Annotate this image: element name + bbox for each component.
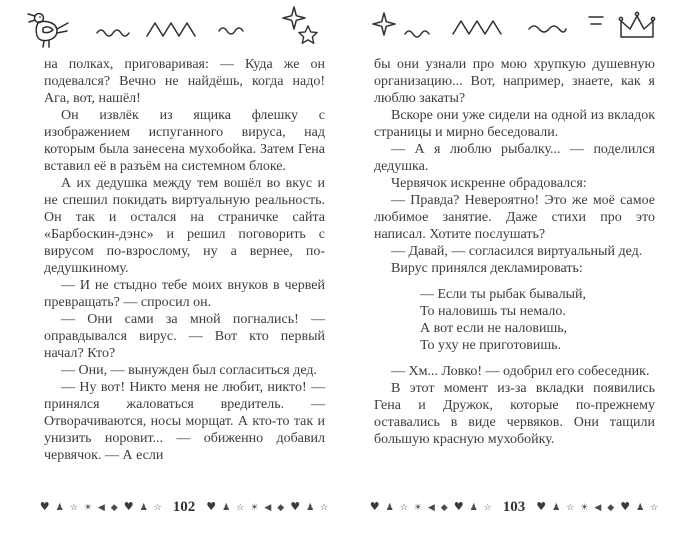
zigzag-icon [146, 20, 202, 38]
star-icon: ☆ [236, 503, 245, 513]
poem-line: А вот если не наловишь, [420, 321, 568, 336]
sun-icon: ☀ [580, 503, 589, 513]
triangle-icon: ◀ [594, 503, 602, 513]
wave-icon [528, 22, 568, 34]
page-number: 103 [502, 499, 526, 515]
heart-icon: ♥ [369, 500, 380, 513]
paragraph: Вскоре они уже сидели на одной из вкладок страницы и мирно беседовали. [374, 108, 655, 140]
pawn-icon: ♟ [222, 503, 231, 513]
paragraph: — Ну вот! Никто меня не любит, никто! — принялся жаловаться вредитель. — Отворачиваются, носы морщат. А кто-то так и унизить норовит... — обиженно добавил червячок. — А если [44, 380, 325, 463]
triangle-icon: ◀ [264, 503, 272, 513]
right-page-footer [364, 497, 664, 517]
heart-icon: ♥ [206, 500, 217, 513]
paragraph: — Давай, — согласился виртуальный дед. [391, 244, 643, 259]
pawn-icon: ♟ [306, 503, 315, 513]
star-icon: ☆ [69, 503, 78, 513]
paragraph: А их дедушка между тем вошёл во вкус и не спешил покидать виртуальную реальность. Он так и остался на страничке сайта «Барбоскин-дэнс» и решил поговорить с вирусом по-взрослому, ну а вернее, по-дедушкиному. [44, 176, 325, 276]
star-icon: ☆ [650, 503, 659, 513]
paragraph: — Правда? Невероятно! Это же моё самое любимое занятие. Даже стихи про это написал. Хотите послушать? [374, 193, 655, 242]
dashes-icon [588, 14, 606, 28]
right-page [374, 56, 655, 448]
poem-line: То наловишь ты немало. [420, 304, 566, 319]
heart-icon: ♥ [39, 500, 50, 513]
pawn-icon: ♟ [55, 503, 64, 513]
star-icon: ☆ [320, 503, 329, 513]
star-icon: ☆ [483, 503, 492, 513]
bird-doodle-icon [26, 10, 70, 48]
pawn-icon: ♟ [552, 503, 561, 513]
pawn-icon: ♟ [139, 503, 148, 513]
paragraph: — А я люблю рыбалку... — поделился дедушка. [374, 142, 655, 174]
paragraph: — Хм... Ловко! — одобрил его собеседник. [391, 364, 650, 379]
diamond-icon: ◆ [277, 503, 285, 513]
paragraph: — Они сами за мной погнались! — оправдывался вирус. — Вот кто первый начал? Кто? [44, 312, 325, 361]
paragraph: — Они, — вынужден был согласиться дед. [61, 363, 318, 378]
crown-icon [616, 10, 658, 42]
sun-icon: ☀ [250, 503, 259, 513]
pawn-icon: ♟ [636, 503, 645, 513]
footer-icon-row [37, 497, 165, 517]
page-number: 102 [172, 499, 196, 515]
paragraph: Червячок искренне обрадовался: [391, 176, 587, 191]
star-icon: ☆ [153, 503, 162, 513]
paragraph: — И не стыдно тебе моих внуков в червей превращать? — спросил он. [44, 278, 325, 310]
squiggle-icon [96, 26, 132, 38]
paragraph: В этот момент из-за вкладки появились Гена и Дружок, которые по-прежнему оставались в виде червяков. Они тащили большую красную мухобойку. [374, 381, 655, 447]
diamond-icon: ◆ [110, 503, 118, 513]
heart-icon: ♥ [290, 500, 301, 513]
squiggle-icon [218, 24, 248, 36]
sparkle-icon [372, 12, 396, 36]
triangle-icon: ◀ [97, 503, 105, 513]
sun-icon: ☀ [83, 503, 92, 513]
paragraph: бы они узнали про мою хрупкую душевную организацию... Вот, например, знаете, как я люблю закаты? [374, 57, 655, 106]
star-icon: ☆ [566, 503, 575, 513]
footer-icon-row [203, 497, 331, 517]
diamond-icon: ◆ [440, 503, 448, 513]
poem-block [374, 286, 655, 354]
paragraph: на полках, приговаривая: — Куда же он подевался? Вечно не найдёшь, когда надо! Ага, вот, нашёл! [44, 57, 325, 106]
paragraph: Вирус принялся декламировать: [391, 261, 583, 276]
poem-line: То уху не приготовишь. [420, 338, 562, 353]
pawn-icon: ♟ [469, 503, 478, 513]
squiggle-icon [404, 27, 434, 39]
heart-icon: ♥ [536, 500, 547, 513]
pawn-icon: ♟ [385, 503, 394, 513]
heart-icon: ♥ [123, 500, 134, 513]
star-icon [297, 24, 319, 46]
zigzag-icon [452, 18, 508, 36]
poem-line: — Если ты рыбак бывалый, [420, 287, 586, 302]
left-page [44, 56, 325, 464]
left-page-footer [34, 497, 334, 517]
star-icon: ☆ [399, 503, 408, 513]
diamond-icon: ◆ [607, 503, 615, 513]
heart-icon: ♥ [620, 500, 631, 513]
footer-icon-row [367, 497, 495, 517]
footer-icon-row [533, 497, 661, 517]
triangle-icon: ◀ [427, 503, 435, 513]
heart-icon: ♥ [453, 500, 464, 513]
paragraph: Он извлёк из ящика флешку с изображением испуганного вируса, над которым была занесена мухобойка. Затем Гена вставил её в разъём на системном блоке. [44, 108, 325, 174]
sun-icon: ☀ [413, 503, 422, 513]
